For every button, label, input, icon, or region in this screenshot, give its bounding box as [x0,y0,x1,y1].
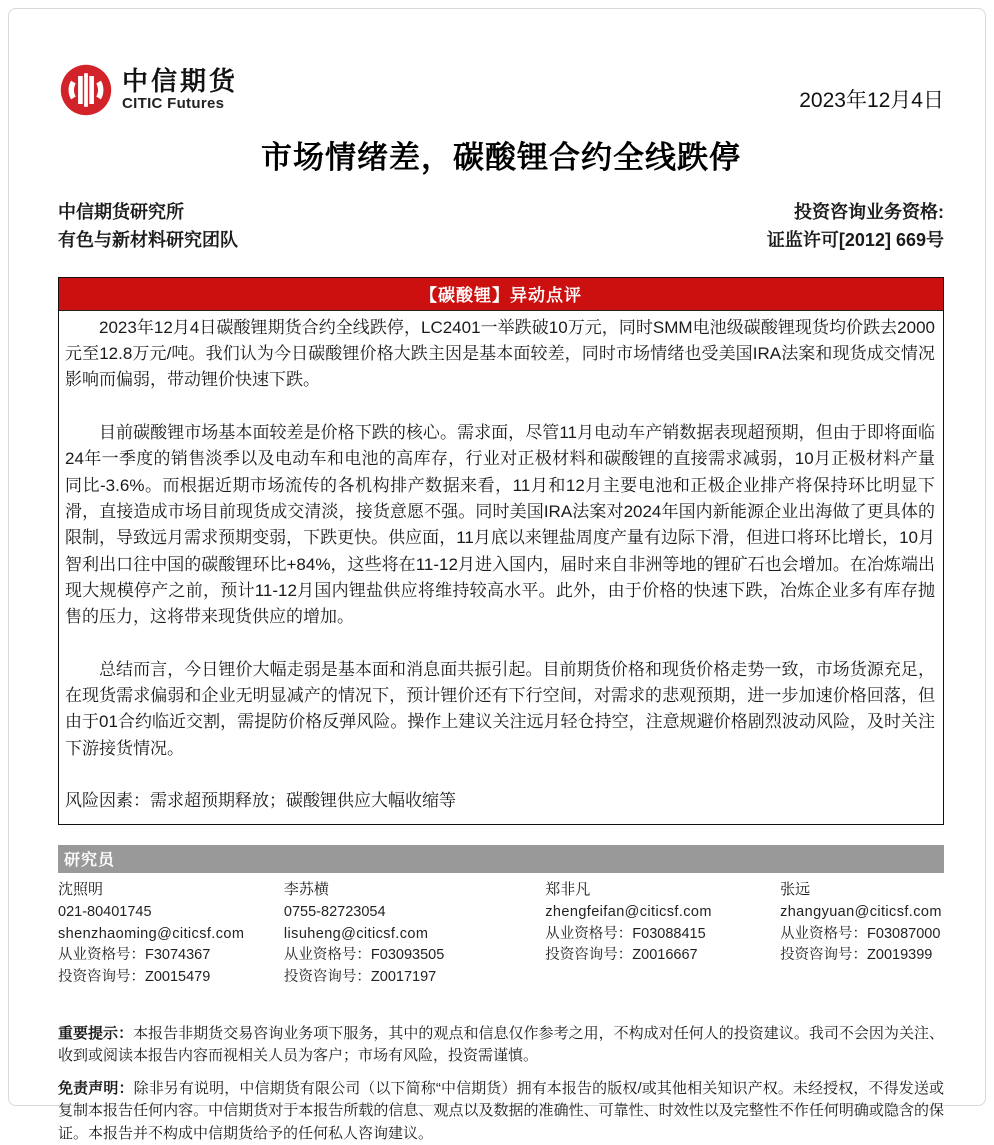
researcher-email: zhengfeifan@citicsf.com [545,903,712,920]
section-banner: 【碳酸锂】异动点评 [59,278,943,311]
researcher-card [780,879,944,989]
paragraph-1: 2023年12月4日碳酸锂期货合约全线跌停，LC2401一举跌破10万元，同时SMM电池级碳酸锂现货均价跌去2000元至12.8万元/吨。我们认为今日碳酸锂价格大跌主因是基本面较差，同时市场情绪也受美国IRA法案和现货成交情况影响而偏弱，带动锂价快速下跌。 [65,317,935,390]
company-logo [58,62,238,118]
disclaimer-label: 免责声明： [58,1079,134,1097]
disclaimer [58,1078,944,1145]
logo-text-cn: 中信期货 [122,65,239,96]
researcher-email: lisuheng@citicsf.com [283,925,429,942]
researcher-name: 张远 [780,881,811,899]
qualification-license: 证监许可[2012] 669号 [766,229,944,250]
researcher-card [58,879,284,989]
researcher-name: 沈照明 [58,881,104,899]
citic-logo-icon [58,62,114,118]
important-notice [58,1023,944,1068]
info-row [58,199,944,255]
report-date: 2023年12月4日 [799,89,944,112]
report-box [58,277,944,826]
researcher-card [284,879,545,989]
footer-notes [58,1023,944,1145]
paragraph-3: 总结而言，今日锂价大幅走弱是基本面和消息面共振引起。目前期货价格和现货价格走势一致，市场货源充足，在现货需求偏弱和企业无明显减产的情况下，预计锂价还有下行空间，对需求的悲观预期，进一步加速价格回落，但由于01合约临近交割，需提防价格反弹风险。操作上建议关注远月轻仓持空，注意规避价格剧烈波动风险，及时关注下游接货情况。 [65,659,935,758]
logo-text-en: CITIC Futures [122,95,225,113]
researcher-cert: 从业资格号：F03088415 [545,925,706,942]
page-title: 市场情绪差，碳酸锂合约全线跌停 [261,140,741,175]
researcher-phone: 0755-82723054 [283,903,386,920]
researcher-email: zhangyuan@citicsf.com [780,903,942,920]
researchers-grid [58,879,944,989]
org-team: 有色与新材料研究团队 [58,229,238,250]
researcher-phone: 021-80401745 [58,903,152,920]
researcher-advisory: 投资咨询号：Z0017197 [283,969,437,986]
researchers-section [58,845,944,989]
risk-factors: 风险因素：需求超预期释放；碳酸锂供应大幅收缩等 [65,790,456,810]
important-notice-text: 本报告非期货交易咨询业务项下服务，其中的观点和信息仅作参考之用，不构成对任何人的投资建议。我司不会因为关注、收到或阅读本报告内容而视相关人员为客户；市场有风险，投资需谨慎。 [58,1024,944,1065]
paragraph-2: 目前碳酸锂市场基本面较差是价格下跌的核心。需求面，尽管11月电动车产销数据表现超预期，但由于即将面临24年一季度的销售淡季以及电动车和电池的高库存，行业对正极材料和碳酸锂的直接需求减弱，10月正极材料产量同比-3.6%。而根据近期市场流传的各机构排产数据来看，11月和12月主要电池和正极企业排产将保持环比明显下滑，直接造成市场目前现货成交清淡，接货意愿不强。同时美国IRA法案对2024年国内新能源企业出海做了更具体的限制，导致远月需求预期变弱，下跌更快。供应面，11月底以来锂盐周度产量有边际下滑，但进口将环比增长，10月智利出口往中国的碳酸锂环比+84%，这些将在11-12月进入国内，届时来自非洲等地的锂矿石也会增加。在冶炼端出现大规模停产之前，预计11-12月国内锂盐供应将维持较高水平。此外，由于价格的快速下跌，冶炼企业多有库存抛售的压力，这将带来现货供应的增加。 [65,422,935,627]
researcher-name: 李苏横 [283,881,329,899]
researcher-advisory: 投资咨询号：Z0019399 [780,947,933,964]
researcher-card [545,879,780,989]
researcher-advisory: 投资咨询号：Z0016667 [545,947,698,964]
qualification-block [767,199,944,255]
important-notice-label: 重要提示： [58,1024,134,1042]
researcher-cert: 从业资格号：F3074367 [58,947,211,964]
org-institute: 中信期货研究所 [58,202,184,222]
researcher-advisory: 投资咨询号：Z0015479 [58,969,211,986]
researcher-email: shenzhaoming@citicsf.com [58,925,245,942]
qualification-title: 投资咨询业务资格: [794,202,944,222]
researchers-header: 研究员 [58,845,944,873]
header [58,62,944,118]
researcher-cert: 从业资格号：F03087000 [780,925,941,942]
disclaimer-text: 除非另有说明，中信期货有限公司（以下简称“中信期货）拥有本报告的版权/或其他相关知识产权。未经授权，不得发送或复制本报告任何内容。中信期货对于本报告所载的信息、观点以及数据的准确性、可靠性、时效性以及完整性不作任何明确或隐含的保证。本报告并不构成中信期货给予的任何私人咨询建议。 [58,1079,944,1142]
logo-text [122,65,239,113]
report-body [59,311,943,825]
researcher-name: 郑非凡 [545,881,591,899]
org-block [58,199,238,255]
researcher-cert: 从业资格号：F03093505 [283,947,445,964]
